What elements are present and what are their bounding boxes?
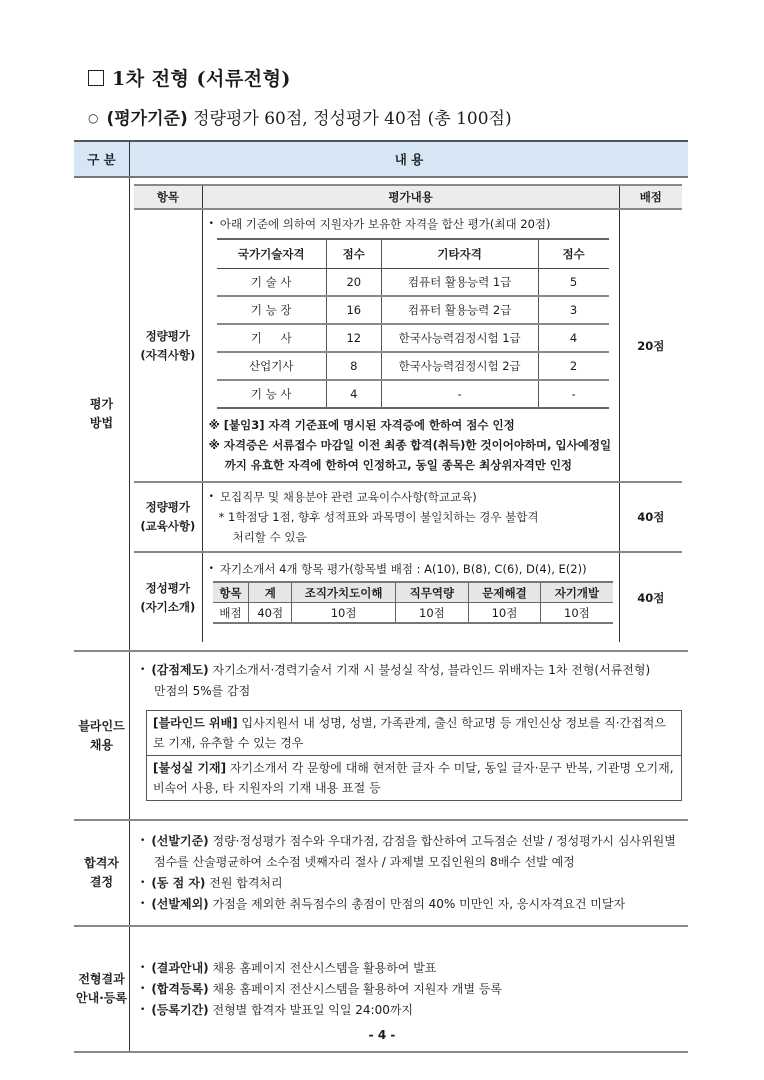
table-row: 기 술 사 20 컴퓨터 활용능력 1급 5 [217, 269, 609, 297]
selection-table [74, 140, 688, 1053]
bullet-icon: • [208, 219, 214, 229]
self-intro-score-table [213, 581, 613, 624]
table-row: 기 사 12 한국사능력검정시험 1급 4 [217, 324, 609, 352]
bullet-icon: • [140, 1004, 146, 1015]
violation-box [146, 710, 682, 801]
eval-inner-table [134, 184, 682, 642]
bullet-icon: • [208, 564, 214, 574]
quant-cert-label: 정량평가 (자격사항) [134, 209, 202, 482]
cert-note-1: ※ [붙임3] 자격 기준표에 명시된 자격증에 한하여 점수 인정 [208, 418, 515, 432]
header-category: 구 분 [74, 141, 130, 177]
pass-item: • (선발기준) 정량·정성평가 점수와 우대가점, 감점을 합산하여 고득점순 선발 / 정성평가시 심사위원별 점수를 산술평균하여 소수점 넷째자리 절사 / 과제별 모집인원의 8배수 선발 예정 [140, 834, 676, 869]
eval-row-quant-edu [134, 482, 682, 552]
result-item: • (등록기간) 전형별 합격자 발표일 익일 24:00까지 [140, 1002, 414, 1017]
result-item: • (결과안내) 채용 홈페이지 전산시스템을 활용하여 발표 [140, 960, 437, 975]
page-number: - 4 - [368, 1028, 396, 1042]
section-heading [88, 64, 291, 91]
cert-table-header [217, 239, 609, 269]
result-item: • (합격등록) 채용 홈페이지 전산시스템을 활용하여 지원자 개별 등록 [140, 981, 502, 996]
result-label: 전형결과 안내·등록 [74, 926, 130, 1052]
quant-edu-label: 정량평가 (교육사항) [134, 482, 202, 552]
self-intro-values: 배점 40점 10점 10점 10점 10점 [213, 603, 613, 624]
eval-inner-header [134, 185, 682, 209]
qual-label: 정성평가 (자기소개) [134, 552, 202, 642]
pass-item: • (선발제외) 가점을 제외한 취득점수의 총점이 만점의 40% 미만인 자, 응시자격요건 미달자 [140, 897, 626, 911]
table-header-row [74, 141, 688, 177]
eval-method-label: 평가 방법 [74, 177, 130, 651]
inner-header-score: 배점 [619, 185, 682, 209]
row-pass-decision [74, 820, 688, 926]
bullet-icon: • [140, 983, 146, 994]
bullet-icon: • [140, 962, 146, 973]
bullet-icon: • [140, 899, 146, 909]
cert-score-table [217, 238, 609, 409]
quant-edu-line1: • 모집직무 및 채용분야 관련 교육이수사항(학교교육) [208, 490, 477, 504]
cert-note-2-cont: 까지 유효한 자격에 한하여 인정하고, 동일 종목은 최상위자격만 인정 [224, 458, 573, 472]
quant-edu-score: 40점 [619, 482, 682, 552]
criteria-line [88, 104, 512, 129]
eval-row-quant-cert [134, 209, 682, 482]
cert-col-score: 점수 [326, 239, 381, 269]
criteria-label: (평가기준) [106, 109, 188, 129]
blind-label: 블라인드 채용 [74, 651, 130, 820]
inner-header-content: 평가내용 [202, 185, 619, 209]
section-title: 1차 전형 (서류전형) [112, 68, 291, 90]
circle-bullet-icon: ○ [88, 111, 99, 125]
bullet-icon: • [140, 836, 146, 846]
criteria-text: 정량평가 60점, 정성평가 40점 (총 100점) [193, 109, 512, 129]
inner-header-item: 항목 [134, 185, 202, 209]
qual-intro: • 자기소개서 4개 항목 평가(항목별 배점 : A(10), B(8), C(6), D(4), E(2)) [208, 562, 587, 576]
pass-label: 합격자 결정 [74, 820, 130, 926]
cert-note-2: ※ 자격증은 서류접수 마감일 이전 최종 합격(취득)한 것이어야하며, 입사예정일 [208, 438, 612, 452]
violation-insincere: [불성실 기재] 자기소개서 각 문항에 대해 현저한 글자 수 미달, 동일 글자·문구 반복, 기관명 오기재, 비속어 사용, 타 지원자의 기재 내용 표절 등 [147, 755, 681, 800]
cert-col-other: 기타자격 [381, 239, 538, 269]
bullet-icon: • [208, 492, 214, 502]
pass-item: • (동 점 자) 전원 합격처리 [140, 876, 283, 890]
bullet-icon: • [140, 878, 146, 888]
row-eval-method [74, 177, 688, 651]
quant-edu-line2: * 1학점당 1점, 향후 성적표와 과목명이 불일치하는 경우 불합격 [218, 510, 539, 524]
quant-edu-line3: 처리할 수 있음 [232, 530, 307, 544]
quant-cert-intro: • 아래 기준에 의하여 지원자가 보유한 자격을 합산 평가(최대 20점) [208, 217, 551, 231]
table-row: 기 능 장 16 컴퓨터 활용능력 2급 3 [217, 296, 609, 324]
row-blind-hiring [74, 651, 688, 820]
table-row: 산업기사 8 한국사능력검정시험 2급 2 [217, 352, 609, 380]
table-row: 기 능 사 4 - - [217, 380, 609, 408]
violation-blind: [블라인드 위배] 입사지원서 내 성명, 성별, 가족관계, 출신 학교명 등 개인신상 정보를 직·간접적으로 기재, 유추할 수 있는 경우 [153, 716, 666, 750]
cert-col-national: 국가기술자격 [217, 239, 327, 269]
cert-col-score2: 점수 [538, 239, 609, 269]
deduct-item-cont: 만점의 5%를 감점 [154, 684, 251, 698]
deduct-item: • (감점제도) 자기소개서·경력기술서 기재 시 불성실 작성, 블라인드 위배자는 1차 전형(서류전형) [140, 663, 651, 677]
qual-score: 40점 [619, 552, 682, 642]
square-outline-icon [88, 70, 104, 86]
bullet-icon: • [140, 665, 146, 675]
quant-cert-score: 20점 [619, 209, 682, 482]
self-intro-header: 항목 계 조직가치도이해 직무역량 문제해결 자기개발 [213, 582, 613, 603]
cert-notes [209, 415, 613, 475]
eval-row-qual [134, 552, 682, 642]
header-content: 내 용 [130, 141, 689, 177]
